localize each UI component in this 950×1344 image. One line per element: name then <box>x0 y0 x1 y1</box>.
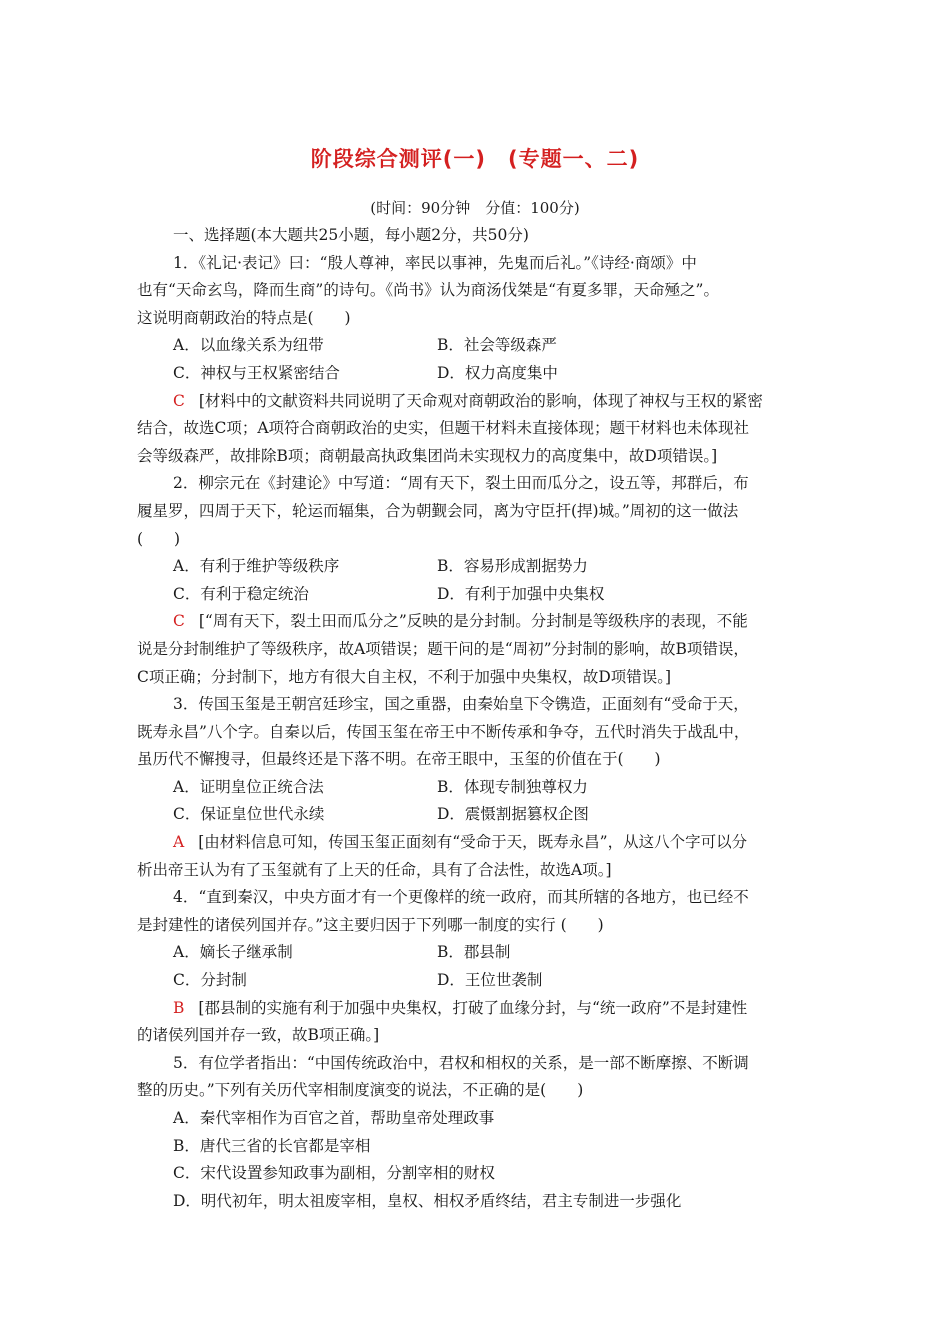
options-row <box>137 801 820 829</box>
question-stem-line: 是封建性的诸侯列国并存。”这主要归因于下列哪一制度的实行 ( ) <box>137 915 604 934</box>
explanation-text: [材料中的文献资料共同说明了天命观对商朝政治的影响，体现了神权与王权的紧密 <box>198 391 763 410</box>
explanation-line: C项正确；分封制下，地方有很大自主权，不利于加强中央集权，故D项错误。] <box>137 667 672 686</box>
option-d: D．有利于加强中央集权 <box>437 584 605 603</box>
explanation-text: [郡县制的实施有利于加强中央集权，打破了血缘分封，与“统一政府”不是封建性 <box>198 998 748 1017</box>
explanation-text: [由材料信息可知，传国玉玺正面刻有“受命于天，既寿永昌”，从这八个字可以分 <box>198 833 748 852</box>
answer-letter: A <box>173 833 185 852</box>
question-stem-line: ( ) <box>137 529 181 548</box>
option-b: B．唐代三省的长官都是宰相 <box>173 1136 371 1155</box>
question-4 <box>137 884 820 1050</box>
question-stem-line: 1．《礼记·表记》曰：“殷人尊神，率民以事神，先鬼而后礼。”《诗经·商颂》中 <box>173 253 697 272</box>
question-2 <box>137 470 820 691</box>
question-stem-line: 4．“直到秦汉，中央方面才有一个更像样的统一政府，而其所辖的各地方，也已经不 <box>173 888 749 907</box>
explanation-line: 说是分封制维护了等级秩序，故A项错误；题干问的是“周初”分封制的影响，故B项错误， <box>137 639 749 658</box>
question-stem-line: 2．柳宗元在《封建论》中写道：“周有天下，裂土田而瓜分之，设五等，邦群后，布 <box>173 474 749 493</box>
option-d: D．权力高度集中 <box>437 363 558 382</box>
explanation-line: 析出帝王认为有了玉玺就有了上天的任命，具有了合法性，故选A项。] <box>137 860 612 879</box>
options-row <box>137 360 820 388</box>
option-c: C．宋代设置参知政事为副相，分割宰相的财权 <box>173 1164 495 1183</box>
answer-letter: B <box>173 998 185 1017</box>
answer-letter: C <box>173 612 185 631</box>
section-heading: 一、选择题(本大题共25小题，每小题2分，共50分) <box>173 226 529 244</box>
options-row <box>137 939 820 967</box>
question-stem-line: 履星罗，四周于天下，轮运而辐集，合为朝觐会同，离为守臣扞(捍)城。”周初的这一做法 <box>137 501 739 520</box>
option-d: D．明代初年，明太祖废宰相，皇权、相权矛盾终结，君主专制进一步强化 <box>173 1191 682 1210</box>
option-d: D．王位世袭制 <box>437 971 543 990</box>
explanation-line <box>137 388 820 416</box>
question-stem-line: 也有“天命玄鸟，降而生商”的诗句。《尚书》认为商汤伐桀是“有夏多罪，天命殛之”。 <box>137 281 719 300</box>
explanation-line <box>137 608 820 636</box>
question-stem-line: 3．传国玉玺是王朝宫廷珍宝，国之重器，由秦始皇下令镌造，正面刻有“受命于天， <box>173 695 749 714</box>
answer-letter: C <box>173 391 185 410</box>
option-c: C．神权与王权紧密结合 <box>173 363 340 382</box>
options-row <box>137 332 820 360</box>
question-stem-line: 既寿永昌”八个字。自秦以后，传国玉玺在帝王中不断传承和争夺，五代时消失于战乱中， <box>137 722 750 741</box>
option-a: A．有利于维护等级秩序 <box>173 557 340 576</box>
page-title: 阶段综合测评(一) (专题一、二) <box>310 147 640 171</box>
question-5 <box>137 1050 820 1216</box>
option-a: A．证明皇位正统合法 <box>173 777 324 796</box>
option-b: B．郡县制 <box>437 943 511 962</box>
explanation-line <box>137 829 820 857</box>
options-row <box>137 967 820 995</box>
options-row <box>137 774 820 802</box>
option-a: A．嫡长子继承制 <box>173 943 293 962</box>
explanation-line <box>137 995 820 1023</box>
explanation-line: 结合，故选C项；A项符合商朝政治的史实，但题干材料未直接体现；题干材料也未体现社 <box>137 419 750 438</box>
option-c: C．有利于稳定统治 <box>173 584 309 603</box>
option-c: C．保证皇位世代永续 <box>173 805 325 824</box>
question-stem-line: 虽历代不懈搜寻，但最终还是下落不明。在帝王眼中，玉玺的价值在于( ) <box>137 750 661 769</box>
question-stem-line: 整的历史。”下列有关历代宰相制度演变的说法，不正确的是( ) <box>137 1081 584 1100</box>
option-a: A．秦代宰相作为百官之首，帮助皇帝处理政事 <box>173 1109 495 1127</box>
question-1 <box>137 250 820 471</box>
explanation-line: 会等级森严，故排除B项；商朝最高执政集团尚未实现权力的高度集中，故D项错误。] <box>137 446 718 465</box>
options-row <box>137 553 820 581</box>
question-stem-line: 5．有位学者指出：“中国传统政治中，君权和相权的关系，是一部不断摩擦、不断调 <box>173 1053 749 1072</box>
option-a: A．以血缘关系为纽带 <box>173 336 324 355</box>
options-row <box>137 581 820 609</box>
question-content <box>137 222 820 1215</box>
option-b: B．容易形成割据势力 <box>437 557 588 576</box>
explanation-line: 的诸侯列国并存一致，故B项正确。] <box>137 1026 380 1045</box>
option-b: B．体现专制独尊权力 <box>437 777 588 796</box>
question-3 <box>137 691 820 884</box>
option-d: D．震慑割据篡权企图 <box>437 805 589 824</box>
question-stem-line: 这说明商朝政治的特点是( ) <box>137 308 351 327</box>
exam-info: (时间：90分钟 分值：100分) <box>370 199 580 217</box>
option-c: C．分封制 <box>173 971 247 990</box>
explanation-text: [“周有天下，裂土田而瓜分之”反映的是分封制。分封制是等级秩序的表现，不能 <box>198 612 748 631</box>
option-b: B．社会等级森严 <box>437 336 557 355</box>
